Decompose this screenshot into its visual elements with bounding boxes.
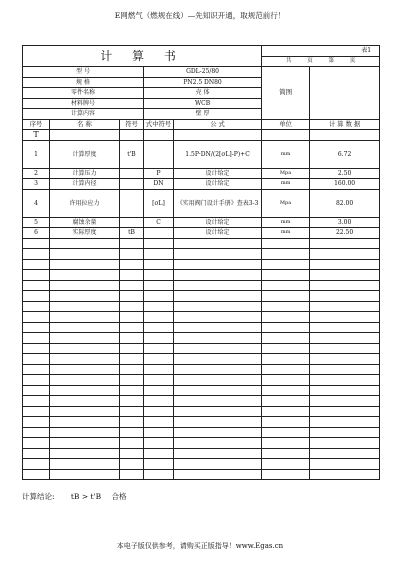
row-number: 3 xyxy=(23,179,50,190)
row-variable: DN xyxy=(144,179,174,190)
row-variable: [σL] xyxy=(144,189,174,217)
meta-label: 材料牌号 xyxy=(23,98,144,109)
empty-row xyxy=(23,417,380,428)
table-row xyxy=(23,228,380,239)
table-row xyxy=(23,189,380,217)
col-header: 计 算 数 据 xyxy=(310,119,380,130)
meta-label: 型 号 xyxy=(23,67,144,78)
row-formula: 《实用阀门设计手册》查表3-3 xyxy=(174,189,262,217)
empty-row xyxy=(23,469,380,480)
row-value: 22.50 xyxy=(310,228,380,239)
sketch-area xyxy=(310,67,380,120)
meta-value: 壁 厚 xyxy=(144,109,262,120)
row-unit: Mpa xyxy=(262,189,310,217)
row-number: 5 xyxy=(23,217,50,228)
row-value: 6.72 xyxy=(310,140,380,168)
row-number: 2 xyxy=(23,168,50,179)
empty-row xyxy=(23,249,380,260)
row-number: 1 xyxy=(23,140,50,168)
table-row xyxy=(23,217,380,228)
col-header: 序号 xyxy=(23,119,50,130)
col-header: 公 式 xyxy=(174,119,262,130)
meta-label: 计算内容 xyxy=(23,109,144,120)
row-variable: C xyxy=(144,217,174,228)
t-row xyxy=(23,130,380,141)
empty-row xyxy=(23,364,380,375)
meta-value: GDL-25/80 xyxy=(144,67,262,78)
row-value: 160.00 xyxy=(310,179,380,190)
conclusion-expression: tB > t'B xyxy=(70,492,102,501)
empty-row xyxy=(23,406,380,417)
t-symbol: T xyxy=(23,130,50,141)
row-variable xyxy=(144,228,174,239)
row-formula: 设计给定 xyxy=(174,228,262,239)
meta-value: 壳 体 xyxy=(144,88,262,99)
row-number: 4 xyxy=(23,189,50,217)
empty-row xyxy=(23,448,380,459)
header-banner: E网燃气（燃规在线）—先知识开通，取规范前行！ xyxy=(114,11,286,20)
page-counter: 共 页 第 页 xyxy=(262,56,380,67)
empty-row xyxy=(23,354,380,365)
row-symbol: tB xyxy=(120,228,144,239)
row-name: 计算厚度 xyxy=(50,140,120,168)
meta-value: WCB xyxy=(144,98,262,109)
empty-row xyxy=(23,333,380,344)
row-unit: mm xyxy=(262,217,310,228)
sketch-label: 简图 xyxy=(262,67,310,120)
empty-row xyxy=(23,238,380,249)
meta-label: 规 格 xyxy=(23,77,144,88)
row-symbol xyxy=(120,217,144,228)
row-name: 许用拉应力 xyxy=(50,189,120,217)
row-name: 实际厚度 xyxy=(50,228,120,239)
empty-row xyxy=(23,385,380,396)
table-row xyxy=(23,179,380,190)
meta-value: PN2.5 DN80 xyxy=(144,77,262,88)
col-header: 名 称 xyxy=(50,119,120,130)
empty-row xyxy=(23,312,380,323)
row-name: 计算内径 xyxy=(50,179,120,190)
conclusion-result: 合格 xyxy=(111,492,127,501)
empty-row xyxy=(23,438,380,449)
col-header: 符号 xyxy=(120,119,144,130)
row-unit: mm xyxy=(262,228,310,239)
empty-row xyxy=(23,280,380,291)
empty-row xyxy=(23,301,380,312)
footer-banner: 本电子版仅供参考，请购买正版指导！www.Egas.cn xyxy=(116,542,284,550)
column-header-row xyxy=(23,119,380,130)
empty-row xyxy=(23,427,380,438)
row-unit: Mpa xyxy=(262,168,310,179)
row-value: 82.00 xyxy=(310,189,380,217)
empty-row xyxy=(23,396,380,407)
col-header: 单位 xyxy=(262,119,310,130)
row-unit: mm xyxy=(262,179,310,190)
row-formula: 设计给定 xyxy=(174,217,262,228)
empty-row xyxy=(23,259,380,270)
row-number: 6 xyxy=(23,228,50,239)
empty-row xyxy=(23,270,380,281)
sheet-title: 计 算 书 xyxy=(23,46,262,67)
col-header: 式中符号 xyxy=(144,119,174,130)
row-variable: P xyxy=(144,168,174,179)
empty-row xyxy=(23,343,380,354)
row-symbol: t'B xyxy=(120,140,144,168)
row-formula: 1.5P·DN/(2[σL]-P)+C xyxy=(174,140,262,168)
row-symbol xyxy=(120,168,144,179)
empty-row xyxy=(23,291,380,302)
row-value: 3.00 xyxy=(310,217,380,228)
row-formula: 设计给定 xyxy=(174,168,262,179)
table-row xyxy=(23,168,380,179)
empty-row xyxy=(23,322,380,333)
row-variable xyxy=(144,140,174,168)
row-name: 腐蚀余量 xyxy=(50,217,120,228)
row-unit: mm xyxy=(262,140,310,168)
row-value: 2.50 xyxy=(310,168,380,179)
meta-label: 零件名称 xyxy=(23,88,144,99)
row-name: 计算压力 xyxy=(50,168,120,179)
conclusion xyxy=(22,491,126,502)
empty-row xyxy=(23,375,380,386)
row-symbol xyxy=(120,179,144,190)
calculation-sheet-table xyxy=(22,45,380,480)
table-number: 表1 xyxy=(262,46,380,57)
row-symbol xyxy=(120,189,144,217)
empty-row xyxy=(23,459,380,470)
row-formula: 设计给定 xyxy=(174,179,262,190)
conclusion-label: 计算结论: xyxy=(22,492,55,501)
table-row xyxy=(23,140,380,168)
